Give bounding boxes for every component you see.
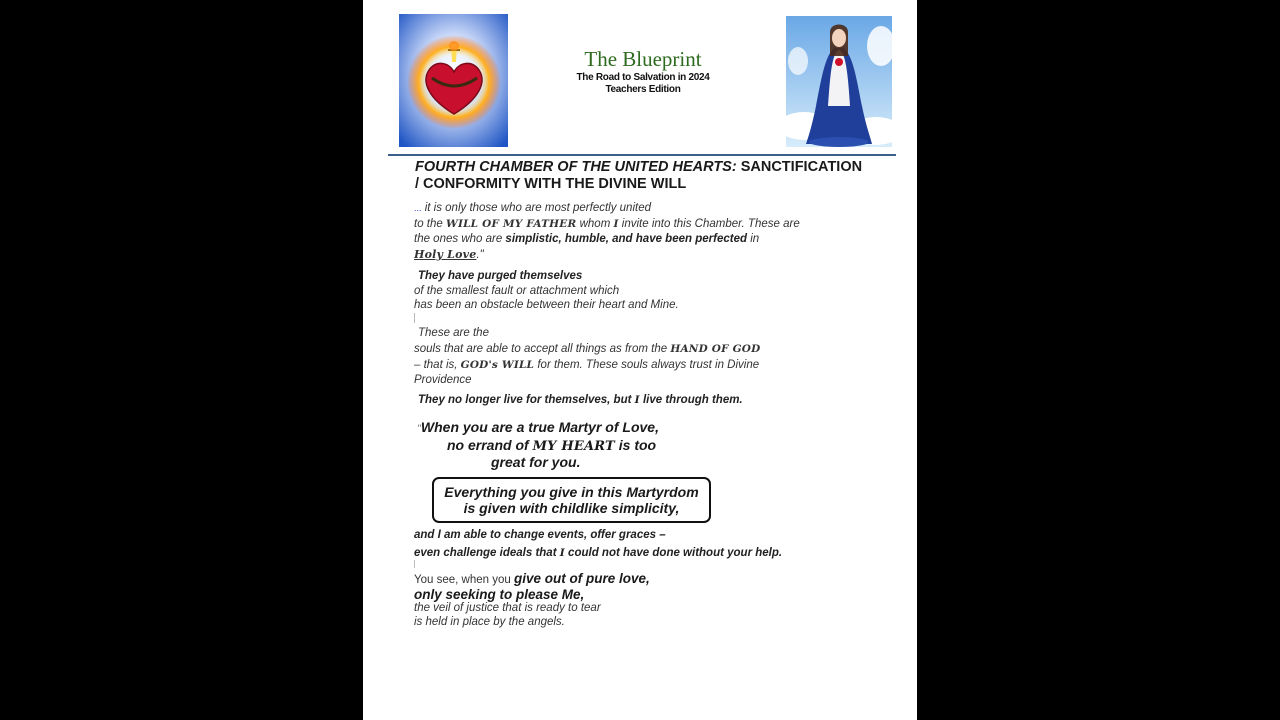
document-page — [363, 0, 917, 720]
paragraph-1-line-4: Holy Love." — [414, 248, 484, 261]
paragraph-2-line-1: They have purged themselves — [418, 270, 583, 282]
paragraph-6-line-2: only seeking to please Me, — [414, 587, 585, 602]
paragraph-1-line-1: ... it is only those who are most perfectly united — [414, 202, 651, 214]
document-title: The Blueprint — [584, 47, 702, 71]
martyr-quote-line-1: "When you are a true Martyr of Love, — [417, 419, 659, 435]
paragraph-3-line-4: Providence — [414, 374, 472, 386]
sacred-heart-image — [399, 14, 508, 147]
paragraph-3-line-3: – that is, GOD's WILL for them. These souls always trust in Divine — [414, 359, 760, 371]
highlight-box: Everything you give in this Martyrdom is given with childlike simplicity, — [432, 477, 711, 523]
cursor-mark — [414, 560, 415, 568]
header-divider — [388, 154, 896, 156]
paragraph-2-line-2: of the smallest fault or attachment which — [414, 285, 620, 297]
chapter-heading: FOURTH CHAMBER OF THE UNITED HEARTS: SANCTIFICATION / CONFORMITY WITH THE DIVINE WILL — [415, 159, 863, 192]
paragraph-4: They no longer live for themselves, but I live through them. — [418, 394, 743, 406]
paragraph-6-line-1: You see, when you give out of pure love, — [414, 571, 650, 586]
paragraph-3-line-2: souls that are able to accept all things as from the HAND OF GOD — [414, 343, 761, 355]
paragraph-3-line-1: These are the — [418, 327, 489, 339]
paragraph-1-line-3: the ones who are simplistic, humble, and have been perfected in — [414, 233, 760, 245]
document-subtitle: The Road to Salvation in 2024 Teachers Edition — [576, 72, 710, 95]
blessed-mother-image — [786, 16, 892, 147]
paragraph-1-line-2: to the WILL OF MY FATHER whom I invite into this Chamber. These are — [414, 218, 800, 230]
paragraph-2-line-3: has been an obstacle between their heart and Mine. — [414, 299, 679, 311]
paragraph-6-line-3: the veil of justice that is ready to tear — [414, 602, 601, 614]
paragraph-5-line-2: even challenge ideals that I could not have done without your help. — [414, 547, 783, 559]
paragraph-6-line-4: is held in place by the angels. — [414, 616, 565, 628]
paragraph-5-line-1: and I am able to change events, offer graces – — [414, 529, 666, 541]
martyr-quote-line-2: no errand of MY HEART is too — [447, 437, 657, 454]
cursor-mark — [414, 313, 415, 323]
martyr-quote-line-3: great for you. — [491, 454, 581, 470]
